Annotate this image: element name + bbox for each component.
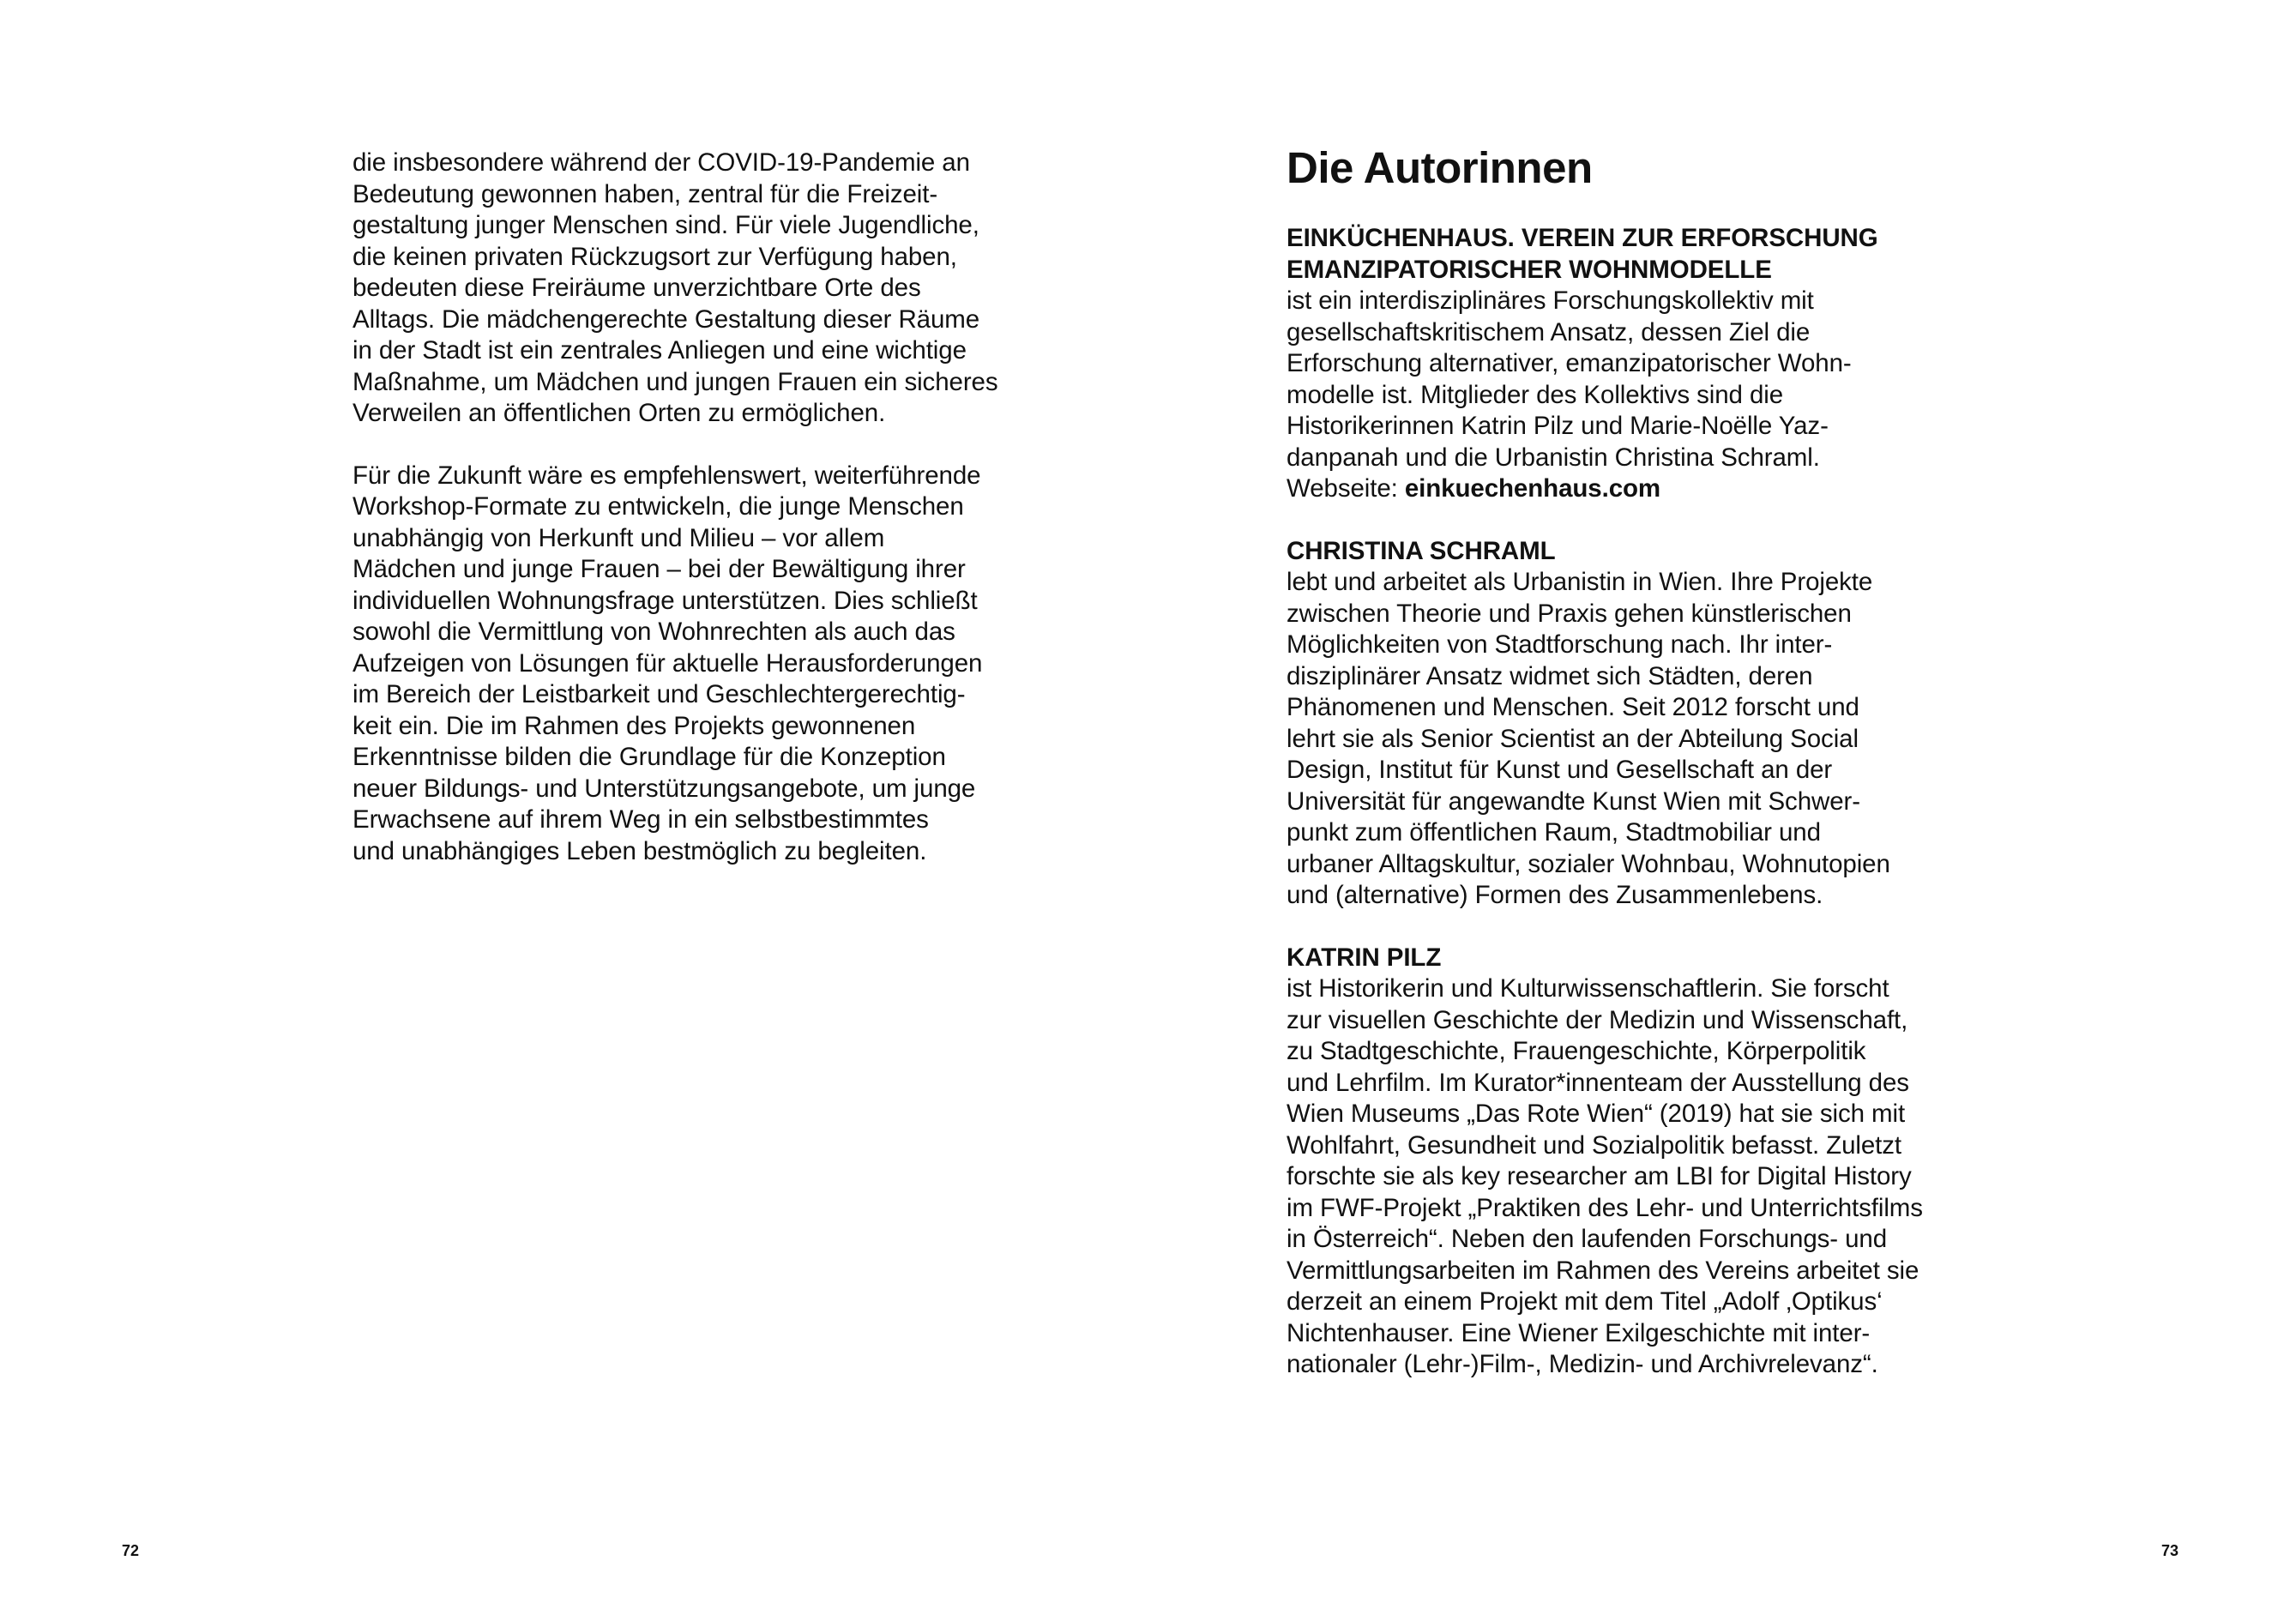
text-line: unabhängig von Herkunft und Milieu – vor allem (353, 523, 885, 552)
author-name: KATRIN PILZ (1287, 943, 1442, 972)
section-title: Die Autorinnen (1287, 143, 1593, 192)
text-line: im Bereich der Leistbarkeit und Geschlechtergerechtig- (353, 680, 966, 708)
author-bio-line: Wien Museums „Das Rote Wien“ (2019) hat sie sich mit (1287, 1100, 1906, 1128)
text-line: sowohl die Vermittlung von Wohnrechten als auch das (353, 618, 955, 646)
author-bio-line: in Österreich“. Neben den laufenden Forschungs- und (1287, 1225, 1888, 1253)
author-entry-katrin-pilz (1287, 943, 1964, 1381)
text-line: die insbesondere während der COVID-19-Pandemie an (353, 148, 970, 177)
text-line: Mädchen und junge Frauen – bei der Bewältigung ihrer (353, 555, 966, 583)
text-line: Verweilen an öffentlichen Orten zu ermöglichen. (353, 399, 886, 427)
author-bio-line: Historikerinnen Katrin Pilz und Marie-Noëlle Yaz- (1287, 412, 1829, 440)
page-number-left: 72 (122, 1542, 140, 1559)
author-bio-line: Wohlfahrt, Gesundheit und Sozialpolitik befasst. Zuletzt (1287, 1130, 1901, 1160)
paragraph-spacer (1287, 912, 1964, 943)
text-line: und unabhängiges Leben bestmöglich zu begleiten. (353, 836, 927, 865)
author-bio-line: im FWF-Projekt „Praktiken des Lehr- und Unterrichtsfilms (1287, 1193, 1923, 1222)
author-bio-line: und Lehrfilm. Im Kurator*innenteam der Ausstellung des (1287, 1068, 1909, 1097)
author-bio-line: urbaner Alltagskultur, sozialer Wohnbau, Wohnutopien (1287, 849, 1890, 878)
text-line: in der Stadt ist ein zentrales Anliegen und eine wichtige (353, 336, 967, 365)
author-bio-line: Möglichkeiten von Stadtforschung nach. Ihr inter- (1287, 630, 1833, 659)
author-bio-line: zur visuellen Geschichte der Medizin und Wissenschaft, (1287, 1005, 1908, 1034)
author-entry-christina-schraml (1287, 536, 1964, 912)
author-bio-line: modelle ist. Mitglieder des Kollektivs sind die (1287, 380, 1784, 409)
right-page (1148, 0, 2296, 1621)
text-line: Aufzeigen von Lösungen für aktuelle Herausforderungen (353, 648, 983, 678)
paragraph-1 (353, 148, 1030, 430)
paragraph-spacer (353, 430, 1030, 461)
author-bio-line: zwischen Theorie und Praxis gehen künstlerischen (1287, 599, 1852, 628)
text-line: Erwachsene auf ihrem Weg in ein selbstbestimmtes (353, 805, 929, 834)
author-bio-line: und (alternative) Formen des Zusammenlebens. (1287, 881, 1823, 909)
text-line: Alltags. Die mädchengerechte Gestaltung dieser Räume (353, 304, 980, 334)
author-bio-line: forschte sie als key researcher am LBI for Digital History (1287, 1162, 1912, 1190)
website-link[interactable]: einkuechenhaus.com (1404, 474, 1661, 503)
page-number-right: 73 (2161, 1542, 2179, 1559)
right-text-column (1287, 143, 1964, 1381)
author-bio-line: lehrt sie als Senior Scientist an der Abteilung Social (1287, 724, 1859, 753)
text-line: keit ein. Die im Rahmen des Projekts gewonnenen (353, 711, 916, 740)
text-line: bedeuten diese Freiräume unverzichtbare Orte des (353, 274, 921, 302)
website-line (1287, 473, 1964, 505)
paragraph-2 (353, 461, 1030, 868)
author-bio-line: Erforschung alternativer, emanzipatorischer Wohn- (1287, 349, 1852, 377)
paragraph-spacer (1287, 505, 1964, 536)
author-name: EINKÜCHENHAUS. VEREIN ZUR ERFORSCHUNG (1287, 224, 1878, 252)
text-line: Bedeutung gewonnen haben, zentral für die Freizeit- (353, 179, 938, 208)
author-bio-line: punkt zum öffentlichen Raum, Stadtmobiliar und (1287, 818, 1821, 847)
text-line: neuer Bildungs- und Unterstützungsangebote, um junge (353, 774, 976, 803)
author-bio-line: Vermittlungsarbeiten im Rahmen des Vereins arbeitet sie (1287, 1256, 1919, 1285)
author-bio-line: nationaler (Lehr-)Film-, Medizin- und Archivrelevanz“. (1287, 1350, 1878, 1378)
text-line: individuellen Wohnungsfrage unterstützen. Dies schließt (353, 586, 978, 615)
author-bio-line: zu Stadtgeschichte, Frauengeschichte, Körperpolitik (1287, 1037, 1866, 1065)
text-line: Workshop-Formate zu entwickeln, die junge Menschen (353, 492, 964, 521)
author-bio-line: gesellschaftskritischem Ansatz, dessen Ziel die (1287, 317, 1811, 346)
author-bio-line: Design, Institut für Kunst und Gesellschaft an der (1287, 756, 1833, 784)
left-text-column (353, 148, 1030, 867)
website-label: Webseite: (1287, 474, 1398, 503)
author-bio-line: Phänomenen und Menschen. Seit 2012 forscht und (1287, 693, 1859, 721)
text-line: Erkenntnisse bilden die Grundlage für die Konzeption (353, 743, 946, 771)
author-entry-einkuechenhaus (1287, 223, 1964, 505)
text-line: Für die Zukunft wäre es empfehlenswert, weiterführende (353, 461, 981, 490)
author-name: CHRISTINA SCHRAML (1287, 536, 1556, 565)
author-bio-line: Nichtenhauser. Eine Wiener Exilgeschichte mit inter- (1287, 1318, 1871, 1347)
text-line: die keinen privaten Rückzugsort zur Verfügung haben, (353, 242, 957, 271)
text-line: Maßnahme, um Mädchen und jungen Frauen ein sicheres (353, 367, 998, 396)
author-bio-line: danpanah und die Urbanistin Christina Schraml. (1287, 443, 1820, 472)
author-bio-line: derzeit an einem Projekt mit dem Titel „Adolf ‚Optikus‘ (1287, 1287, 1883, 1316)
author-bio-line: ist ein interdisziplinäres Forschungskollektiv mit (1287, 286, 1814, 315)
author-bio-line: ist Historikerin und Kulturwissenschaftlerin. Sie forscht (1287, 974, 1889, 1003)
author-name: EMANZIPATORISCHER WOHNMODELLE (1287, 255, 1772, 284)
text-line: gestaltung junger Menschen sind. Für viele Jugendliche, (353, 211, 979, 239)
author-bio-line: lebt und arbeitet als Urbanistin in Wien. Ihre Projekte (1287, 568, 1873, 596)
author-bio-line: Universität für angewandte Kunst Wien mit Schwer- (1287, 786, 1860, 816)
author-bio-line: disziplinärer Ansatz widmet sich Städten, deren (1287, 661, 1813, 690)
